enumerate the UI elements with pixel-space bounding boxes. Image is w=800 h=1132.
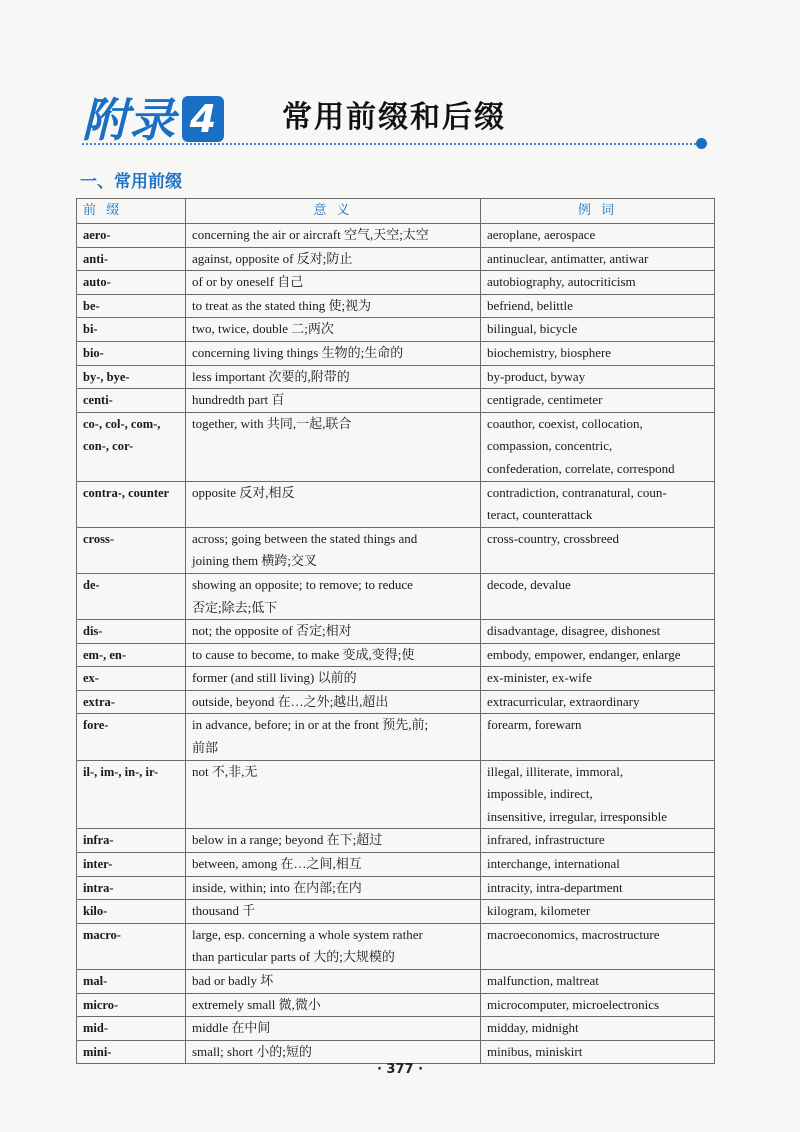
prefix-cell: dis-	[77, 620, 186, 644]
meaning-cell: middle 在中间	[186, 1017, 481, 1041]
examples-cell: malfunction, maltreat	[481, 970, 715, 994]
meaning-cell: hundredth part 百	[186, 389, 481, 413]
table-row	[77, 1017, 715, 1041]
prefix-cell: be-	[77, 294, 186, 318]
prefix-cell: fore-	[77, 714, 186, 760]
table-row	[77, 876, 715, 900]
table-row	[77, 294, 715, 318]
meaning-cell: bad or badly 坏	[186, 970, 481, 994]
prefix-cell: cross-	[77, 527, 186, 573]
prefix-cell: micro-	[77, 993, 186, 1017]
examples-cell: midday, midnight	[481, 1017, 715, 1041]
column-header-examples: 例 词	[481, 199, 715, 224]
section-title: 一、常用前缀	[80, 172, 182, 192]
prefix-cell: auto-	[77, 271, 186, 295]
examples-cell: coauthor, coexist, collocation, compassion, concentric, confederation, correlate, correspond	[481, 412, 715, 481]
meaning-cell: two, twice, double 二;两次	[186, 318, 481, 342]
table-row	[77, 853, 715, 877]
meaning-cell: to treat as the stated thing 使;视为	[186, 294, 481, 318]
examples-cell: autobiography, autocriticism	[481, 271, 715, 295]
table-row	[77, 247, 715, 271]
table-row	[77, 412, 715, 481]
meaning-cell: concerning living things 生物的;生命的	[186, 341, 481, 365]
table-row	[77, 389, 715, 413]
table-row	[77, 760, 715, 829]
table-row	[77, 829, 715, 853]
examples-cell: centigrade, centimeter	[481, 389, 715, 413]
prefix-cell: il-, im-, in-, ir-	[77, 760, 186, 829]
meaning-cell: together, with 共同,一起,联合	[186, 412, 481, 481]
prefix-cell: by-, bye-	[77, 365, 186, 389]
meaning-cell: small; short 小的;短的	[186, 1040, 481, 1064]
table-row	[77, 341, 715, 365]
meaning-cell: former (and still living) 以前的	[186, 667, 481, 691]
examples-cell: befriend, belittle	[481, 294, 715, 318]
meaning-cell: thousand 千	[186, 900, 481, 924]
examples-cell: macroeconomics, macrostructure	[481, 923, 715, 969]
table-row	[77, 620, 715, 644]
prefix-cell: mid-	[77, 1017, 186, 1041]
meaning-cell: less important 次要的,附带的	[186, 365, 481, 389]
meaning-cell: in advance, before; in or at the front 预先,前; 前部	[186, 714, 481, 760]
table-row	[77, 271, 715, 295]
table-row	[77, 365, 715, 389]
examples-cell: decode, devalue	[481, 573, 715, 619]
meaning-cell: between, among 在…之间,相互	[186, 853, 481, 877]
examples-cell: extracurricular, extraordinary	[481, 690, 715, 714]
table-row	[77, 970, 715, 994]
meaning-cell: opposite 反对,相反	[186, 481, 481, 527]
meaning-cell: below in a range; beyond 在下;超过	[186, 829, 481, 853]
prefix-cell: extra-	[77, 690, 186, 714]
column-header-prefix: 前 缀	[77, 199, 186, 224]
examples-cell: microcomputer, microelectronics	[481, 993, 715, 1017]
examples-cell: kilogram, kilometer	[481, 900, 715, 924]
examples-cell: forearm, forewarn	[481, 714, 715, 760]
prefix-cell: infra-	[77, 829, 186, 853]
table-row	[77, 573, 715, 619]
examples-cell: embody, empower, endanger, enlarge	[481, 643, 715, 667]
prefix-cell: contra-, counter	[77, 481, 186, 527]
divider-dot-icon	[696, 138, 707, 149]
prefix-cell: intra-	[77, 876, 186, 900]
table-header-row	[77, 199, 715, 224]
prefix-cell: bio-	[77, 341, 186, 365]
meaning-cell: not 不,非,无	[186, 760, 481, 829]
meaning-cell: not; the opposite of 否定;相对	[186, 620, 481, 644]
examples-cell: infrared, infrastructure	[481, 829, 715, 853]
examples-cell: ex-minister, ex-wife	[481, 667, 715, 691]
meaning-cell: of or by oneself 自己	[186, 271, 481, 295]
appendix-number-badge: 4	[182, 96, 224, 142]
examples-cell: minibus, miniskirt	[481, 1040, 715, 1064]
table-row	[77, 318, 715, 342]
meaning-cell: showing an opposite; to remove; to reduce 否定;除去;低下	[186, 573, 481, 619]
table-row	[77, 527, 715, 573]
prefix-cell: aero-	[77, 224, 186, 248]
examples-cell: intracity, intra-department	[481, 876, 715, 900]
column-header-meaning: 意 义	[186, 199, 481, 224]
page-title: 常用前缀和后缀	[282, 100, 506, 135]
examples-cell: bilingual, bicycle	[481, 318, 715, 342]
table-row	[77, 667, 715, 691]
prefix-cell: ex-	[77, 667, 186, 691]
prefix-cell: mal-	[77, 970, 186, 994]
table-row	[77, 993, 715, 1017]
prefix-cell: bi-	[77, 318, 186, 342]
prefix-cell: inter-	[77, 853, 186, 877]
meaning-cell: outside, beyond 在…之外;越出,超出	[186, 690, 481, 714]
prefix-cell: anti-	[77, 247, 186, 271]
meaning-cell: large, esp. concerning a whole system rather than particular parts of 大的;大规模的	[186, 923, 481, 969]
prefix-cell: de-	[77, 573, 186, 619]
prefix-cell: macro-	[77, 923, 186, 969]
examples-cell: interchange, international	[481, 853, 715, 877]
examples-cell: aeroplane, aerospace	[481, 224, 715, 248]
examples-cell: biochemistry, biosphere	[481, 341, 715, 365]
table-row	[77, 224, 715, 248]
meaning-cell: to cause to become, to make 变成,变得;使	[186, 643, 481, 667]
prefix-table	[76, 198, 715, 1064]
table-row	[77, 643, 715, 667]
meaning-cell: against, opposite of 反对;防止	[186, 247, 481, 271]
table-row	[77, 481, 715, 527]
table-row	[77, 1040, 715, 1064]
header-divider	[82, 143, 700, 145]
table-row	[77, 690, 715, 714]
meaning-cell: across; going between the stated things and joining them 横跨;交叉	[186, 527, 481, 573]
appendix-label: 附录	[82, 93, 176, 147]
page-number: · 377 ·	[376, 1062, 424, 1077]
examples-cell: contradiction, contranatural, coun- teract, counterattack	[481, 481, 715, 527]
meaning-cell: extremely small 微,微小	[186, 993, 481, 1017]
examples-cell: by-product, byway	[481, 365, 715, 389]
examples-cell: illegal, illiterate, immoral, impossible, indirect, insensitive, irregular, irresponsible	[481, 760, 715, 829]
table-row	[77, 714, 715, 760]
prefix-cell: mini-	[77, 1040, 186, 1064]
examples-cell: antinuclear, antimatter, antiwar	[481, 247, 715, 271]
meaning-cell: concerning the air or aircraft 空气,天空;太空	[186, 224, 481, 248]
table-row	[77, 923, 715, 969]
prefix-cell: em-, en-	[77, 643, 186, 667]
prefix-cell: centi-	[77, 389, 186, 413]
prefix-cell: kilo-	[77, 900, 186, 924]
prefix-cell: co-, col-, com-, con-, cor-	[77, 412, 186, 481]
table-row	[77, 900, 715, 924]
meaning-cell: inside, within; into 在内部;在内	[186, 876, 481, 900]
examples-cell: disadvantage, disagree, dishonest	[481, 620, 715, 644]
examples-cell: cross-country, crossbreed	[481, 527, 715, 573]
